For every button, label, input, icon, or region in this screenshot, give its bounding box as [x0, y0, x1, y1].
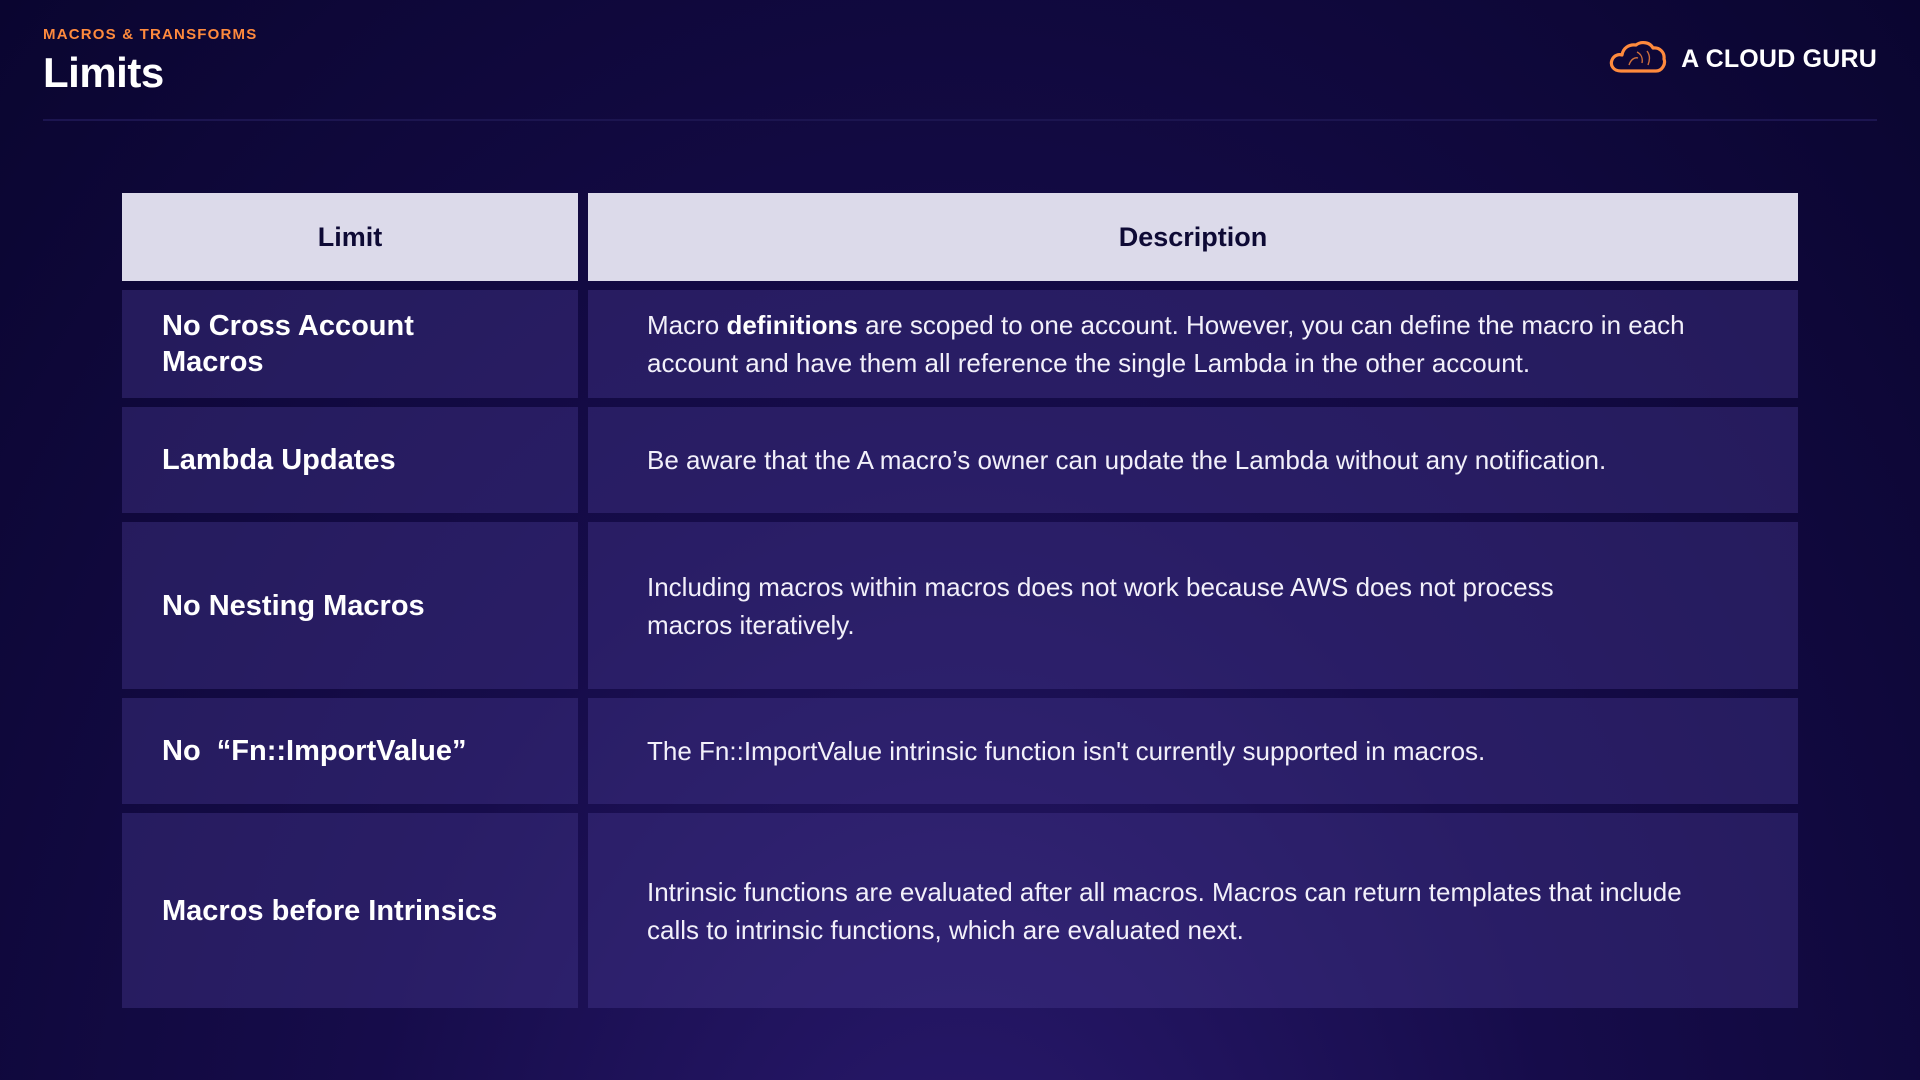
description-cell: [588, 522, 1798, 689]
description-text-rest: are scoped to one account. However, you can define the macro in each account and have them all reference the single Lambda in the other account.: [647, 310, 1685, 378]
description-cell: [588, 290, 1798, 398]
description-text: Macro: [647, 310, 727, 340]
limit-cell: Lambda Updates: [122, 407, 578, 513]
brand-name: A CLOUD GURU: [1681, 45, 1877, 73]
table-row: [122, 290, 1798, 398]
description-text: Intrinsic functions are evaluated after all macros. Macros can return templates that include calls to intrinsic functions, which are evaluated next.: [647, 876, 1682, 945]
description-text: Be aware that the A macro’s owner can update the Lambda without any notification.: [647, 445, 1607, 475]
column-header-limit: Limit: [122, 193, 578, 281]
limit-cell: No Nesting Macros: [122, 522, 578, 689]
table-row: [122, 522, 1798, 689]
description-text: The Fn::ImportValue intrinsic function isn't currently supported in macros.: [647, 736, 1486, 766]
table-row: [122, 407, 1798, 513]
brand-logo: [1607, 38, 1877, 81]
limits-table: [122, 193, 1798, 1008]
limit-cell: No “Fn::ImportValue”: [122, 698, 578, 804]
description-text: Including macros within macros does not work because AWS does not process macros iteratively.: [647, 571, 1554, 640]
header-divider: [43, 119, 1877, 121]
cloud-logo-icon: [1607, 38, 1669, 81]
description-cell: [588, 698, 1798, 804]
section-eyebrow: MACROS & TRANSFORMS: [43, 26, 258, 43]
table-row: [122, 698, 1798, 804]
slide-header: [43, 26, 257, 97]
page-title: Limits: [43, 49, 164, 96]
table-row: [122, 813, 1798, 1008]
limit-cell: Macros before Intrinsics: [122, 813, 578, 1008]
description-bold-term: definitions: [726, 310, 858, 340]
description-cell: [588, 407, 1798, 513]
limit-cell: No Cross Account Macros: [122, 290, 578, 398]
table-header-row: [122, 193, 1798, 281]
description-cell: [588, 813, 1798, 1008]
column-header-description: Description: [588, 193, 1798, 281]
